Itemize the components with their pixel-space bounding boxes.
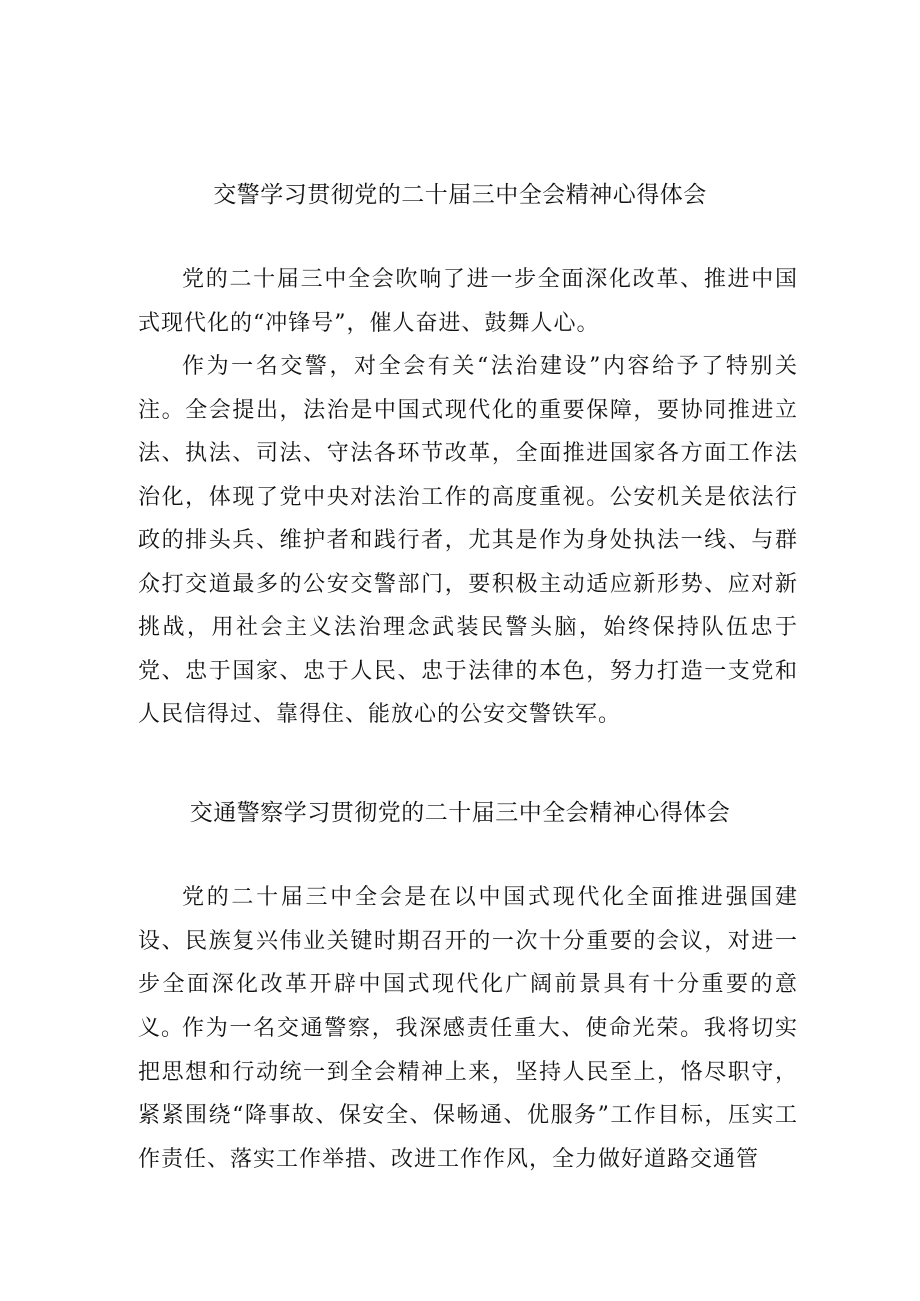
paragraph: 作为一名交警，对全会有关“法治建设”内容给予了特别关注。全会提出，法治是中国式现代化的重要保障，要协同推进立法、执法、司法、守法各环节改革，全面推进国家各方面工作法治化，体现了党中央对法治工作的高度重视。公安机关是依法行政的排头兵、维护者和践行者，尤其是作为身处执法一线、与群众打交道最多的公安交警部门，要积极主动适应新形势、应对新挑战，用社会主义法治理念武装民警头脑，始终保持队伍忠于党、忠于国家、忠于人民、忠于法律的本色，努力打造一支党和人民信得过、靠得住、能放心的公安交警铁军。 <box>138 354 798 727</box>
paragraph: 党的二十届三中全会吹响了进一步全面深化改革、推进中国式现代化的“冲锋号”，催人奋进、鼓舞人心。 <box>138 267 798 336</box>
section-title: 交警学习贯彻党的二十届三中全会精神心得体会 <box>213 182 707 208</box>
paragraph: 党的二十届三中全会是在以中国式现代化全面推进强国建设、民族复兴伟业关键时期召开的一次十分重要的会议，对进一步全面深化改革开辟中国式现代化广阔前景具有十分重要的意义。 <box>138 885 798 1041</box>
section-title: 交通警察学习贯彻党的二十届三中全会精神心得体会 <box>189 800 731 826</box>
paragraph: 作为一名交通警察，我深感责任重大、使命光荣。我将切实把思想和行动统一到全会精神上来，坚持人民至上，恪尽职守，紧紧围绕“降事故、保安全、保畅通、优服务”工作目标，压实工作责任、落实工作举措、改进工作作风，全力做好道路交通管 <box>138 1016 798 1172</box>
